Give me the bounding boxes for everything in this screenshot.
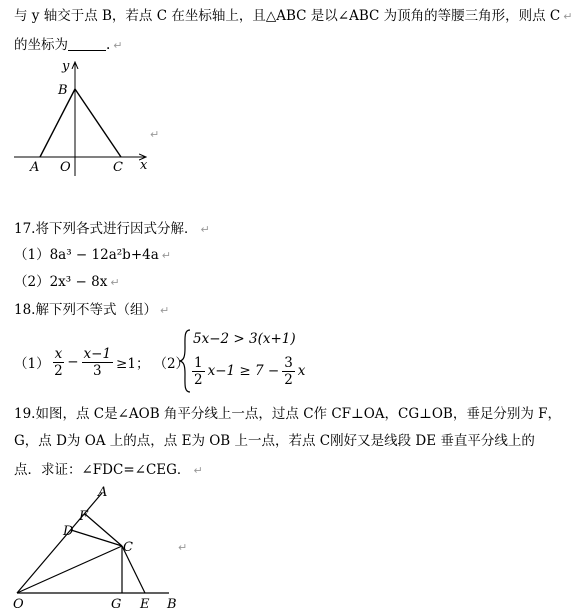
q18-frac1 — [53, 346, 65, 379]
label-c: C — [113, 160, 123, 175]
answer-blank[interactable] — [68, 36, 106, 51]
q19-line2 — [14, 431, 535, 451]
label-y: y — [62, 59, 70, 74]
label-d: D — [63, 524, 74, 539]
q18-minus: − — [67, 354, 79, 370]
q17-title-text: 17.将下列各式进行因式分解． — [14, 221, 198, 237]
q18-sys-frac2-den: 2 — [284, 371, 293, 388]
q16-line2 — [14, 35, 123, 56]
q17-item1 — [14, 245, 171, 266]
return-mark-icon: ↵ — [150, 128, 160, 141]
label-a: A — [30, 160, 40, 175]
q18-frac2-den: 3 — [92, 362, 102, 379]
label-f: F — [79, 509, 89, 524]
label-b: B — [58, 83, 68, 98]
q19-figure — [6, 484, 186, 612]
label-b: B — [167, 597, 177, 612]
return-mark-icon: ↵ — [159, 304, 170, 317]
segment-oc — [17, 546, 122, 593]
label-a: A — [98, 485, 108, 500]
q16-line1-text: 与 y 轴交于点 B，若点 C 在坐标轴上，且△ABC 是以∠ABC 为顶角的等腰三角形，则点 C — [14, 8, 561, 24]
segment-ab — [40, 89, 75, 157]
segment-bc — [75, 89, 121, 157]
label-g: G — [111, 597, 122, 612]
q18-sys-tail: x — [297, 363, 306, 379]
q17-item1-label: （1） — [14, 247, 50, 263]
return-mark-icon: ↵ — [193, 464, 203, 477]
ray-oa — [17, 493, 102, 593]
q18-frac1-num: x — [54, 345, 63, 362]
label-c: C — [123, 540, 133, 555]
return-mark-icon: ↵ — [200, 223, 210, 236]
q18-sys-frac2-num: 3 — [284, 354, 293, 371]
q18-sys-mid: x−1 ≥ 7 − — [207, 363, 280, 379]
q19-line1-text: 19.如图，点 C是∠AOB 角平分线上一点，过点 C作 CF⊥OA，CG⊥OB，垂足分别为 F， — [14, 406, 562, 422]
q19-line3-text: 点．求证：∠FDC=∠CEG． — [14, 462, 191, 478]
return-mark-icon: ↵ — [110, 276, 120, 289]
q18-title-text: 18.解下列不等式（组） — [14, 302, 157, 318]
q18-system-line1: 5x−2 > 3(x+1) — [193, 331, 296, 347]
q17-item2-label: （2） — [14, 274, 50, 290]
label-x: x — [140, 158, 148, 173]
label-o: O — [60, 160, 71, 175]
segment-fc — [85, 514, 122, 546]
segment-dc — [71, 530, 122, 546]
return-mark-icon: ↵ — [113, 39, 123, 52]
label-o: O — [13, 597, 24, 612]
q19-line1 — [14, 404, 561, 424]
q16-line2-suffix: . — [106, 37, 111, 53]
q19-line2-text: G，点 D为 OA 上的点，点 E为 OB 上一点，若点 C刚好又是线段 DE 垂直平分线上的 — [14, 433, 535, 449]
q18-part1 — [14, 337, 189, 387]
q18-frac2-num: x−1 — [83, 345, 112, 362]
q18-sys-frac1 — [192, 355, 205, 388]
q19-line3 — [14, 460, 203, 481]
q18-frac2 — [82, 346, 114, 379]
q18-part2-label: （2） — [153, 356, 190, 372]
q16-figure — [10, 58, 170, 178]
q18-sys-frac2 — [282, 355, 295, 388]
q18-frac1-den: 2 — [54, 362, 63, 379]
q17-item2-expr: 2x³ − 8x — [49, 274, 108, 290]
q17-item1-expr: 8a³ − 12a²b+4a — [49, 247, 159, 263]
q18-sys-frac1-den: 2 — [194, 371, 203, 388]
q18-part1-label: （1） — [14, 356, 50, 372]
q18-part1-tail: ≥1； — [116, 356, 150, 372]
return-mark-icon: ↵ — [563, 10, 573, 23]
return-mark-icon: ↵ — [161, 249, 171, 262]
label-e: E — [140, 597, 150, 612]
q17-item2 — [14, 272, 120, 293]
q18-system-line2 — [189, 350, 305, 392]
q18-sys-frac1-num: 1 — [194, 354, 203, 371]
q18-title — [14, 300, 169, 321]
q16-line2-prefix: 的坐标为 — [14, 37, 68, 53]
q17-title — [14, 219, 210, 240]
return-mark-icon: ↵ — [178, 541, 188, 554]
q16-line1 — [14, 6, 572, 27]
